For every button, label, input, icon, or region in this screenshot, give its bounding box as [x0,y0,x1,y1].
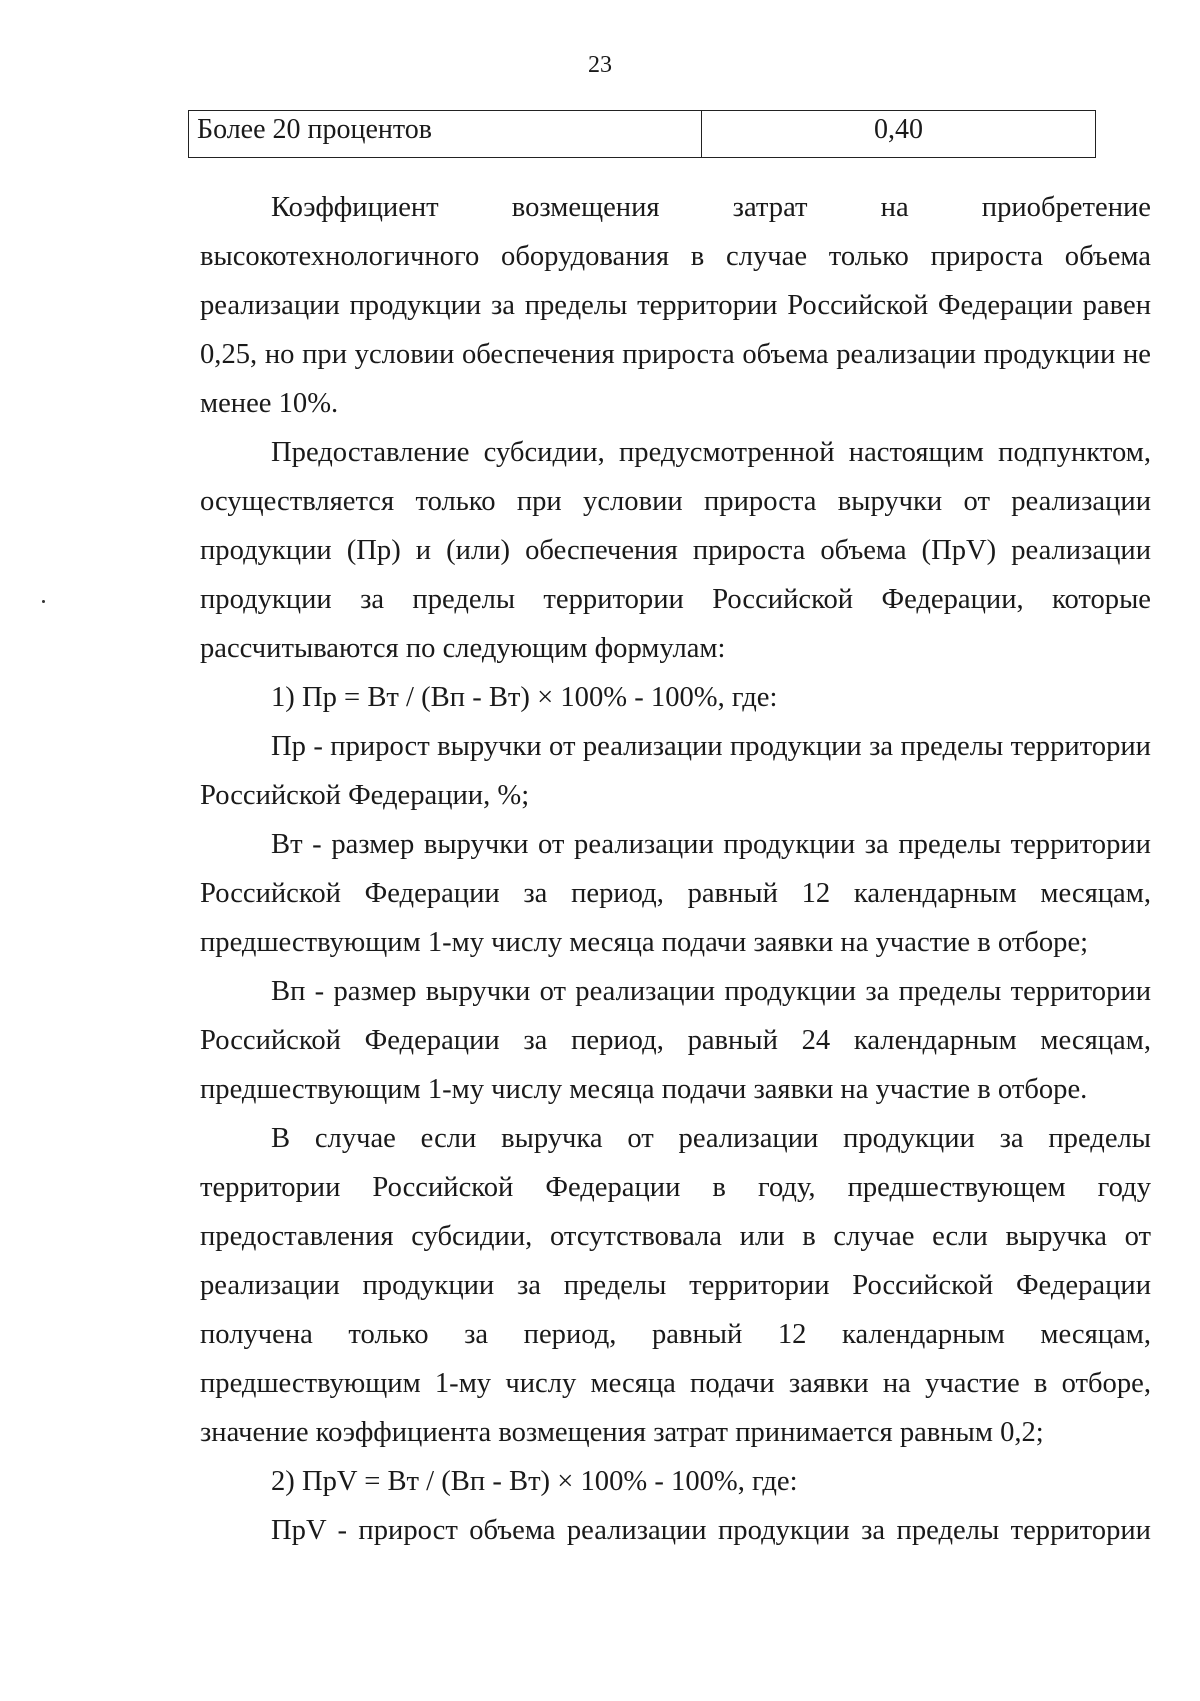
text-line: реализации продукции за пределы территории Российской Федерации [200,1270,1151,1301]
text-line: предоставления субсидии, отсутствовала или в случае если выручка от [200,1221,1151,1252]
text-line: В случае если выручка от реализации продукции за пределы [271,1123,1151,1154]
text-line: менее 10%. [200,388,339,419]
text-line: ПрV - прирост объема реализации продукции за пределы территории [271,1515,1151,1546]
text-line: Российской Федерации за период, равный 24 календарным месяцам, [200,1025,1151,1056]
text-line: продукции (Пр) и (или) обеспечения прироста объема (ПрV) реализации [200,535,1151,566]
table-cell-value: 0,40 [874,114,923,145]
text-line: значение коэффициента возмещения затрат принимается равным 0,2; [200,1417,1044,1448]
table-cell-label: Более 20 процентов [189,111,702,157]
text-line: рассчитываются по следующим формулам: [200,633,726,664]
text-line: Пр - прирост выручки от реализации продукции за пределы территории [271,731,1151,762]
text-line: предшествующим 1-му числу месяца подачи заявки на участие в отборе; [200,927,1089,958]
text-line: Коэффициент возмещения затрат на приобретение [271,192,1151,223]
formula-line: 1) Пр = Вт / (Вп - Вт) × 100% - 100%, где: [271,682,778,713]
text-line: высокотехнологичного оборудования в случае только прироста объема [200,241,1151,272]
formula-line: 2) ПрV = Вт / (Вп - Вт) × 100% - 100%, где: [271,1466,798,1497]
text-line: территории Российской Федерации в году, предшествующем году [200,1172,1151,1203]
document-body [200,183,1151,1555]
scan-dot-mark [42,600,45,603]
text-line: предшествующим 1-му числу месяца подачи заявки на участие в отборе, [200,1368,1151,1399]
text-line: Вп - размер выручки от реализации продукции за пределы территории [271,976,1151,1007]
text-line: Российской Федерации, %; [200,780,530,811]
text-line: осуществляется только при условии прироста выручки от реализации [200,486,1151,517]
text-line: Российской Федерации за период, равный 12 календарным месяцам, [200,878,1151,909]
text-line: Вт - размер выручки от реализации продукции за пределы территории [271,829,1151,860]
text-line: продукции за пределы территории Российской Федерации, которые [200,584,1151,615]
text-line: предшествующим 1-му числу месяца подачи заявки на участие в отборе. [200,1074,1088,1105]
coefficient-table [188,110,1096,158]
text-line: получена только за период, равный 12 календарным месяцам, [200,1319,1151,1350]
text-line: 0,25, но при условии обеспечения прироста объема реализации продукции не [200,339,1151,370]
page-number: 23 [588,52,612,78]
text-line: реализации продукции за пределы территории Российской Федерации равен [200,290,1151,321]
text-line: Предоставление субсидии, предусмотренной настоящим подпунктом, [271,437,1151,468]
